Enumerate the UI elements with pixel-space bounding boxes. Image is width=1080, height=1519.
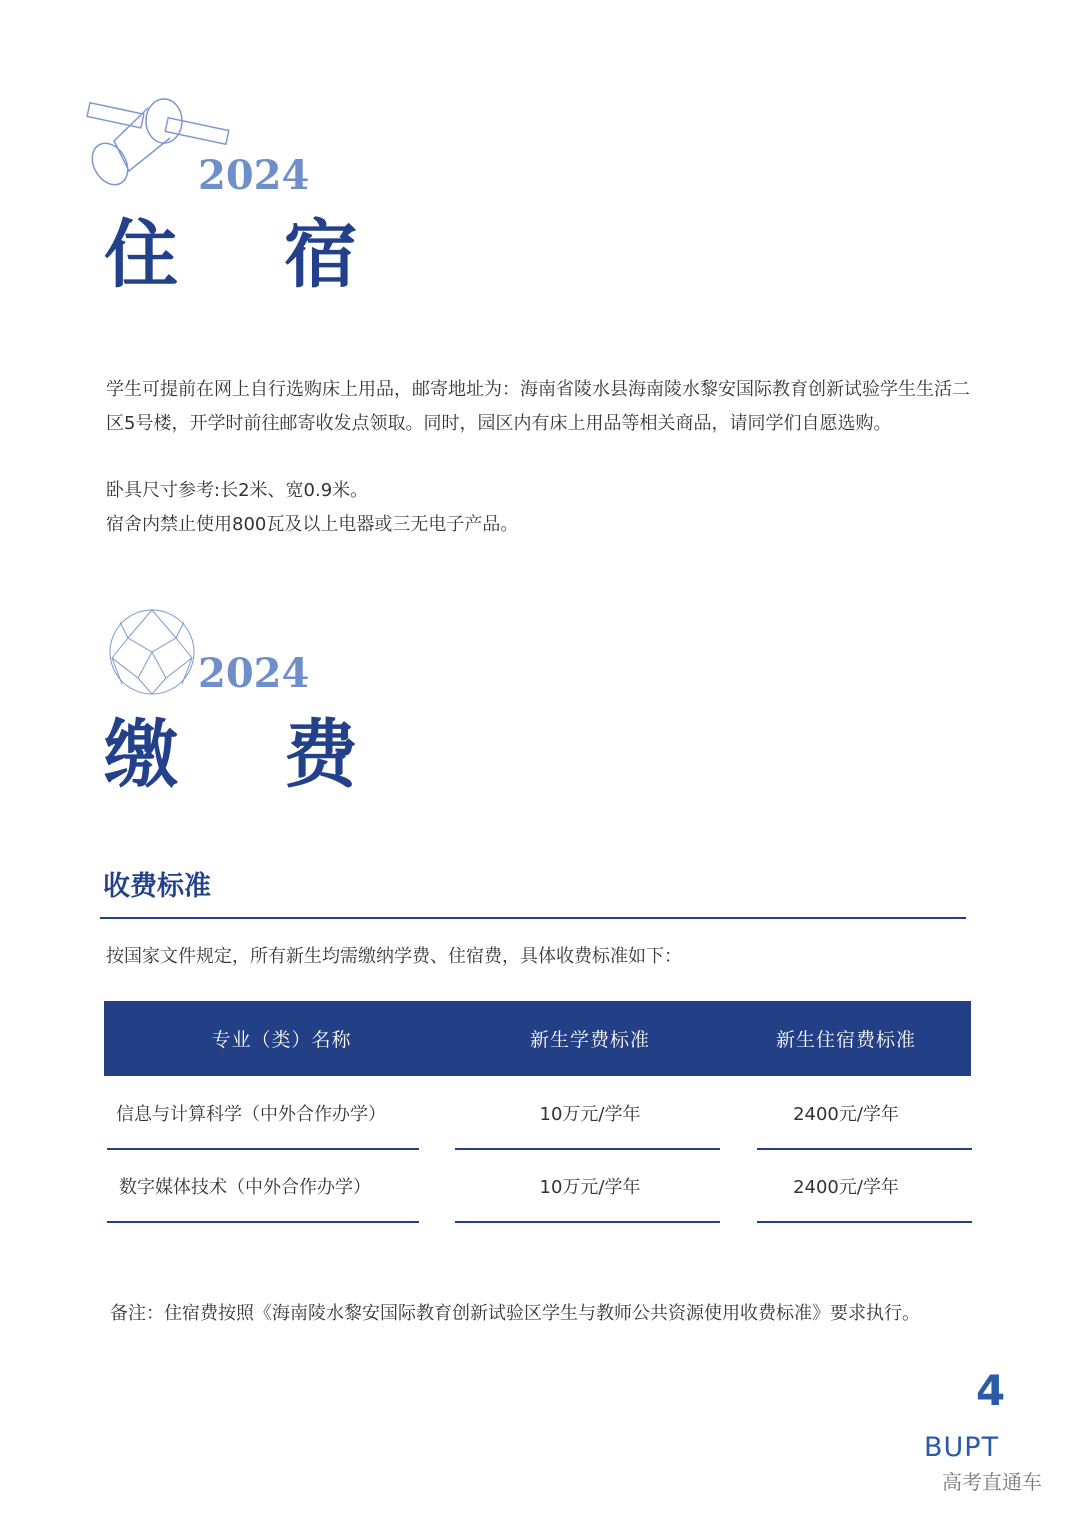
cell-housing: 2400元/学年 bbox=[793, 1103, 899, 1125]
fee-standard-heading: 收费标准 bbox=[103, 871, 211, 902]
table-row bbox=[104, 1149, 971, 1222]
row-divider bbox=[107, 1221, 419, 1223]
bedding-paragraph: 学生可提前在网上自行选购床上用品，邮寄地址为：海南省陵水县海南陵水黎安国际教育创新试验学生生活二区5号楼，开学时前往邮寄收发点领取。同时，园区内有床上用品等相关商品，请同学们自愿选购。 bbox=[106, 379, 970, 434]
section1-year: 2024 bbox=[198, 152, 310, 199]
cell-major: 信息与计算科学（中外合作办学） bbox=[116, 1103, 386, 1125]
col-major: 专业（类）名称 bbox=[104, 1001, 459, 1076]
bed-size-paragraph: 卧具尺寸参考:长2米、宽0.9米。 bbox=[106, 480, 369, 501]
cell-major: 数字媒体技术（中外合作办学） bbox=[119, 1176, 371, 1198]
row-divider bbox=[757, 1148, 972, 1150]
cell-tuition: 10万元/学年 bbox=[539, 1103, 641, 1125]
heading-divider bbox=[100, 917, 966, 919]
fee-table bbox=[104, 1001, 971, 1222]
row-divider bbox=[455, 1148, 720, 1150]
cell-housing: 2400元/学年 bbox=[793, 1176, 899, 1198]
slogan: 高考直通车 bbox=[942, 1470, 1042, 1494]
row-divider bbox=[757, 1221, 972, 1223]
row-divider bbox=[455, 1221, 720, 1223]
col-tuition: 新生学费标准 bbox=[459, 1001, 721, 1076]
table-header-row bbox=[104, 1001, 971, 1076]
page-number: 4 bbox=[976, 1366, 1006, 1415]
appliance-rule-paragraph: 宿舍内禁止使用800瓦及以上电器或三无电子产品。 bbox=[106, 514, 519, 535]
section1-title: 住 宿 bbox=[104, 212, 398, 298]
cell-tuition: 10万元/学年 bbox=[539, 1176, 641, 1198]
section2-title: 缴 费 bbox=[104, 712, 398, 798]
fee-note: 备注：住宿费按照《海南陵水黎安国际教育创新试验区学生与教师公共资源使用收费标准》要求执行。 bbox=[110, 1303, 920, 1324]
bupt-logo: BUPT bbox=[924, 1432, 1000, 1463]
table-row bbox=[104, 1076, 971, 1149]
col-housing: 新生住宿费标准 bbox=[721, 1001, 971, 1076]
row-divider bbox=[107, 1148, 419, 1150]
geodesic-sphere-icon bbox=[108, 608, 196, 696]
fee-intro: 按国家文件规定，所有新生均需缴纳学费、住宿费，具体收费标准如下： bbox=[106, 946, 682, 967]
section2-year: 2024 bbox=[198, 650, 310, 697]
